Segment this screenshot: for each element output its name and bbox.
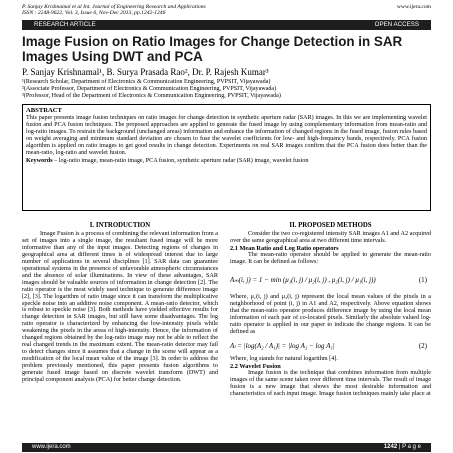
equation-1-body — [230, 277, 376, 284]
introduction-heading: I. INTRODUCTION — [89, 222, 151, 229]
equation-1-rhs: (μ₁(i, j) / μ₂(i, j) , μ₂(i, j) / μ₁(i, j)) — [282, 275, 376, 284]
paper-title: Image Fusion on Ratio Images for Change Detection in SAR Images Using DWT and PCA — [22, 34, 403, 64]
introduction-paragraph: Image Fusion is a process of combining the relevant information from a set of images into a single image, the resultant fused image will be more informative than any of the input images. Detecting regions of changes in geographical area at different times is of widespread interest due to large number of applications in several disciplines [1]. SAR data can guarantee operational systems in the presence of unfavorable atmospheric circumstances and the absence of solar illuminations. In view of these advantages, SAR images should be valuable sources of information in change detection [2]. The ratio operator is the most widely used technique to generate difference image [2], [3]. The logarithm of ratio image since it can transform the multiplicative speckle noise into an additive noise component. A mean-ratio detector, which is robust to speckle noise [3]. Both methods have yielded effective results for change detection in SAR images, but still have some disadvantages. The log ratio operator is characterized by enhancing the low-intensity pixels while weakening the pixels in the areas of high-intensity. Hence, the information of changed regions obtained by the log-ratio image may not be able to reflect the real changed trends in the maximum extent. The mean-ratio detector may fail to detect changes since it assumes that a change in the scene will appear as a modification of the local mean value of the image [3]. In order to address the problem previously mentioned, this paper presents fusion algorithms to generate fused image based on discrete wavelet transform (DWT) and principal component analysis (PCA) for better change detection. — [22, 230, 218, 384]
citation-line-2: ISSN : 2248-9622, Vol. 3, Issue 6, Nov-Dec 2013, pp.1242-1246 — [22, 10, 166, 17]
article-type-label: RESEARCH ARTICLE — [34, 21, 96, 28]
proposed-methods-heading: II. PROPOSED METHODS — [289, 222, 372, 229]
proposed-intro-paragraph: Consider the two co-registered intensity SAR images A1 and A2 acquired over the same geographical area at two different time intervals. — [230, 230, 431, 244]
abstract-text: This paper presents image fusion techniques on ratio images for change detection in synthetic aperture radar (SAR) images. In this we are implementing wavelet fusion and PCA fusion techniques. The proposed approaches are applied to generate the fused image by using complementary information from mean-ratio and log-ratio images. To restrain the background (unchanged areas) information and enhance the information of changed regions in the fused image, fusion rules based on weight averaging and minimum standard deviation are chosen to fuse the wavelet coefficients for low- and high-frequency bands, respectively. PCA fusion algorithm is applied on ratio images to get good results in change detection. Experiments on real SAR images confirm that the PCA fusion does better than the mean-ratio, log-ratio and wavelet fusion. — [26, 114, 427, 156]
equation-1 — [230, 268, 431, 292]
mean-ratio-explanation: Where, μ₁(i, j) and μ₂(i, j) represent the local mean values of the pixels in a neighborhood of point (i, j) in A1 and A2, respectively. Above equation shows that the mean-ratio operator produces difference image by using the local mean information of each pair of co-located pixels. Similarly the absolute valued log-ratio operator is applied in our paper to indicate the change regions. It can be defined as — [230, 293, 431, 336]
right-column — [230, 222, 431, 398]
affiliation-2: ²(Associate Professor, Department of Electronics & Communication Engineering, PVPSIT, Vijayawada) — [22, 86, 277, 92]
equation-2-number: (2) — [418, 341, 427, 350]
page-label: | P a g e — [397, 444, 421, 450]
affiliations — [22, 79, 431, 100]
equation-1-number: (1) — [418, 275, 427, 284]
authors: P. Sanjay Krishnamal¹, B. Surya Prasada Rao², Dr. P. Rajesh Kumar³ — [22, 67, 269, 77]
article-type-band — [22, 20, 431, 30]
open-access-label: OPEN ACCESS — [374, 21, 419, 28]
page-footer — [22, 443, 431, 452]
wavelet-fusion-paragraph: Image fusion is the technique that combines information from multiple images of the same scene taken over different time intervals. The result of image fusion is a new image that shows the most desirable information and characteristics of each input image. Image fusion techniques mainly take place at — [230, 369, 431, 398]
mean-ratio-paragraph: The mean-ratio operator should be applied to generate the mean-ratio image. It can be defined as follows: — [230, 251, 431, 266]
subsection-2-2-heading: 2.2 Wavelet Fusion — [230, 362, 281, 370]
equation-1-lhs: Aₘ(i, j) = 1 − min — [230, 275, 282, 284]
abstract-box — [22, 104, 431, 211]
equation-2-body: Aₗ = |log(A₂ / A₁)| = |log A₂ − log A₁| — [230, 341, 335, 350]
abstract-heading: ABSTRACT — [26, 107, 62, 114]
equation-2 — [230, 338, 431, 354]
page-number-value: 1242 — [383, 444, 398, 450]
affiliation-1: ¹(Research Scholar, Department of Electronics & Communication Engineering, PVPSIT, Vijayawada) — [22, 79, 271, 85]
keywords-label: Keywords — [26, 157, 53, 164]
citation-line-1: P. Sanjay Krishnamal et al Int. Journal of Engineering Research and Applications — [22, 4, 206, 10]
footer-site[interactable]: www.ijera.com — [32, 444, 71, 450]
log-note: Where, log stands for natural logarithm [4]. — [230, 355, 338, 363]
journal-site[interactable]: www.ijera.com — [396, 4, 431, 10]
page-number — [384, 443, 421, 452]
left-column — [22, 222, 218, 384]
subsection-2-1-heading: 2.1 Mean Ratio and Log Ratio operators — [230, 244, 339, 252]
keywords-text: – log-ratio image, mean-ratio image, PCA fusion, synthetic aperture radar (SAR) image, wavelet fusion — [52, 157, 309, 164]
keywords — [26, 158, 427, 165]
running-header — [22, 4, 431, 17]
affiliation-3: ³(Professor, Head of the Department of Electronics & Communication Engineering, PVPSIT, Vijayawada) — [22, 93, 281, 99]
